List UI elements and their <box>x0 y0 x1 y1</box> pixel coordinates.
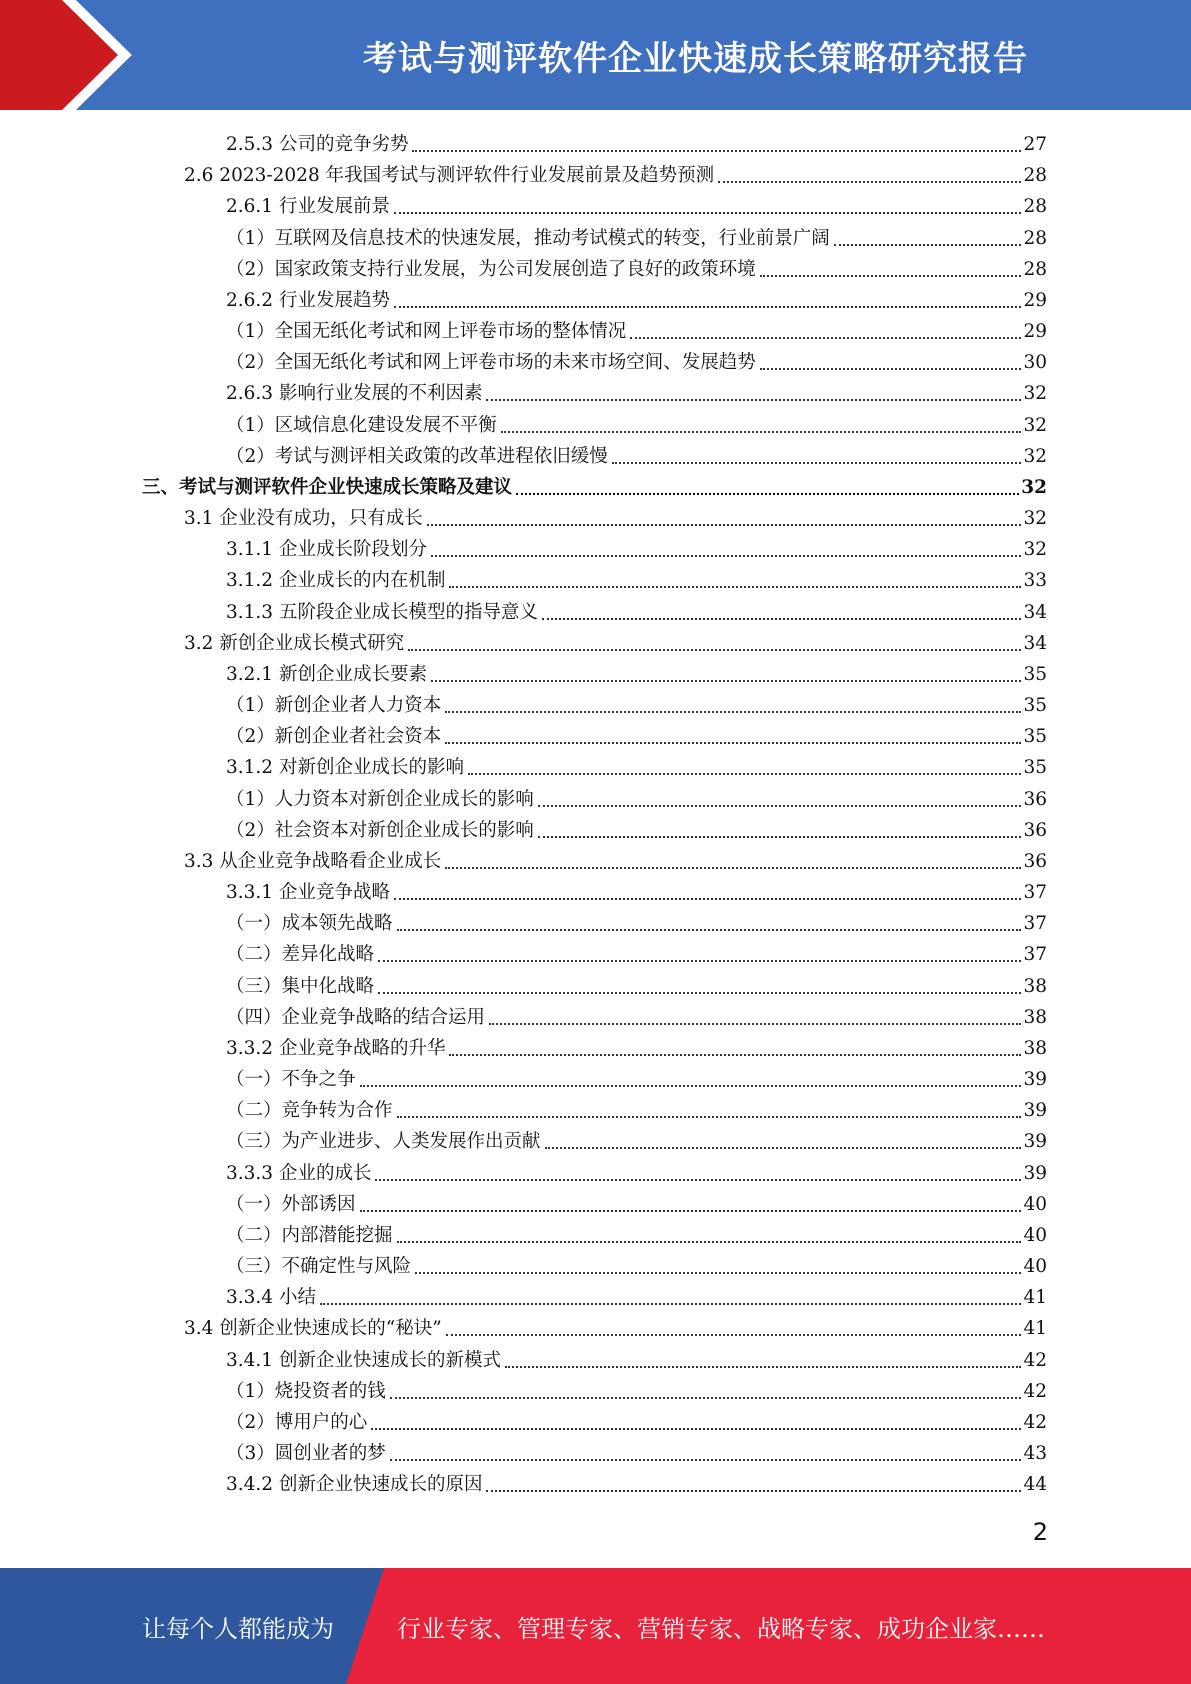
toc-entry-label: （二）内部潜能挖掘 <box>226 1224 393 1246</box>
toc-entry-label: （1）人力资本对新创企业成长的影响 <box>226 788 534 810</box>
toc-entry-label: （三）不确定性与风险 <box>226 1256 412 1278</box>
toc-entry-page: 30 <box>1023 352 1047 374</box>
toc-dot-leader <box>516 477 1019 495</box>
toc-entry[interactable] <box>226 937 1047 967</box>
toc-entry-page: 37 <box>1023 913 1047 935</box>
toc-entry-page: 27 <box>1023 134 1047 155</box>
toc-entry-page: 35 <box>1023 726 1047 748</box>
toc-dot-leader <box>542 602 1021 620</box>
toc-dot-leader <box>446 1318 1022 1336</box>
toc-entry[interactable] <box>226 719 1047 749</box>
toc-entry-page: 32 <box>1023 508 1047 530</box>
toc-dot-leader <box>412 134 1021 152</box>
toc-entry[interactable] <box>226 345 1047 375</box>
toc-entry[interactable] <box>226 408 1047 438</box>
toc-entry-page: 32 <box>1023 383 1047 405</box>
toc-dot-leader <box>489 1007 1021 1025</box>
toc-entry[interactable] <box>184 501 1047 531</box>
toc-dot-leader <box>538 820 1022 838</box>
toc-entry-label: 3.3.4 小结 <box>226 1287 316 1309</box>
toc-dot-leader <box>486 383 1021 401</box>
toc-entry-page: 37 <box>1023 944 1047 966</box>
toc-entry-label: 2.6 2023-2028 年我国考试与测评软件行业发展前景及趋势预测 <box>184 165 715 187</box>
toc-entry[interactable] <box>226 906 1047 936</box>
toc-dot-leader <box>397 1100 1022 1118</box>
toc-entry-label: （2）考试与测评相关政策的改革进程依旧缓慢 <box>226 445 608 467</box>
toc-entry[interactable] <box>226 1374 1047 1404</box>
toc-entry-page: 38 <box>1023 975 1047 997</box>
toc-entry[interactable] <box>226 1280 1047 1310</box>
toc-entry-label: 3.3.1 企业竞争战略 <box>226 882 390 904</box>
toc-entry-page: 33 <box>1023 570 1047 592</box>
toc-entry-label: （三）为产业进步、人类发展作出贡献 <box>226 1131 541 1153</box>
toc-entry[interactable] <box>226 127 1047 157</box>
toc-entry[interactable] <box>226 813 1047 843</box>
toc-dot-leader <box>538 789 1022 807</box>
toc-entry-label: 3.3.3 企业的成长 <box>226 1162 372 1184</box>
toc-entry[interactable] <box>226 314 1047 344</box>
toc-dot-leader <box>378 944 1021 962</box>
page-footer <box>0 1568 1191 1684</box>
toc-entry-page: 40 <box>1023 1256 1047 1278</box>
toc-dot-leader <box>427 508 1022 526</box>
toc-entry-page: 32 <box>1021 476 1047 498</box>
toc-entry[interactable] <box>226 221 1047 251</box>
footer-slogan-left: 让每个人都能成为 <box>142 1614 334 1643</box>
toc-entry-label: （2）社会资本对新创企业成长的影响 <box>226 819 534 841</box>
toc-entry-label: （一）不争之争 <box>226 1069 356 1091</box>
toc-entry-label: 3.2.1 新创企业成长要素 <box>226 663 427 685</box>
toc-entry-page: 34 <box>1023 632 1047 654</box>
toc-entry-page: 39 <box>1023 1162 1047 1184</box>
toc-dot-leader <box>445 851 1021 869</box>
toc-entry-label: （二）竞争转为合作 <box>226 1100 393 1122</box>
toc-entry-label: （3）圆创业者的梦 <box>226 1443 386 1465</box>
toc-entry-label: 2.5.3 公司的竞争劣势 <box>226 134 409 155</box>
toc-dot-leader <box>390 1381 1022 1399</box>
toc-entry[interactable] <box>226 782 1047 812</box>
toc-entry-label: 3.1.2 企业成长的内在机制 <box>226 570 446 592</box>
toc-entry[interactable] <box>226 1031 1047 1061</box>
toc-entry[interactable] <box>226 1093 1047 1123</box>
toc-entry[interactable] <box>226 1187 1047 1217</box>
toc-entry-label: 3.3 从企业竞争战略看企业成长 <box>184 850 442 872</box>
toc-entry-page: 28 <box>1023 165 1047 187</box>
toc-entry-label: （1）全国无纸化考试和网上评卷市场的整体情况 <box>226 321 627 343</box>
toc-entry[interactable] <box>226 1156 1047 1186</box>
toc-entry-label: 2.6.3 影响行业发展的不利因素 <box>226 383 483 405</box>
toc-entry[interactable] <box>142 470 1047 500</box>
toc-entry-label: 3.1.1 企业成长阶段划分 <box>226 539 427 561</box>
toc-dot-leader <box>505 1350 1021 1368</box>
toc-entry[interactable] <box>226 595 1047 625</box>
toc-entry-label: 3.4.2 创新企业快速成长的原因 <box>226 1474 483 1496</box>
toc-entry-label: （一）成本领先战略 <box>226 913 393 935</box>
toc-dot-leader <box>394 196 1021 214</box>
toc-entry-page: 28 <box>1023 227 1047 249</box>
page-number: 2 <box>1032 1518 1048 1546</box>
toc-entry-page: 29 <box>1023 289 1047 311</box>
toc-entry-page: 28 <box>1023 258 1047 280</box>
toc-dot-leader <box>390 1443 1022 1461</box>
toc-entry-label: （1）互联网及信息技术的快速发展，推动考试模式的转变，行业前景广阔 <box>226 227 830 249</box>
toc-dot-leader <box>394 882 1021 900</box>
toc-entry-label: （2）国家政策支持行业发展，为公司发展创造了良好的政策环境 <box>226 258 756 280</box>
toc-dot-leader <box>360 1069 1022 1087</box>
toc-entry[interactable] <box>226 688 1047 718</box>
toc-entry-page: 28 <box>1023 196 1047 218</box>
toc-entry-label: 3.2 新创企业成长模式研究 <box>184 632 405 654</box>
toc-entry-label: （一）外部诱因 <box>226 1193 356 1215</box>
toc-dot-leader <box>415 1256 1021 1274</box>
toc-entry-page: 32 <box>1023 539 1047 561</box>
toc-entry[interactable] <box>226 252 1047 282</box>
toc-dot-leader <box>486 1474 1021 1492</box>
toc-dot-leader <box>394 290 1021 308</box>
toc-entry-label: （2）博用户的心 <box>226 1411 368 1433</box>
toc-entry[interactable] <box>226 875 1047 905</box>
toc-entry-page: 37 <box>1023 882 1047 904</box>
toc-entry-page: 41 <box>1023 1318 1047 1340</box>
page-header <box>0 0 1191 110</box>
toc-entry[interactable] <box>184 158 1047 188</box>
toc-entry[interactable] <box>226 1467 1047 1497</box>
toc-entry[interactable] <box>184 626 1047 656</box>
toc-entry[interactable] <box>226 283 1047 313</box>
toc-entry[interactable] <box>226 969 1047 999</box>
toc-entry-label: （四）企业竞争战略的结合运用 <box>226 1006 486 1028</box>
toc-entry[interactable] <box>226 376 1047 406</box>
toc-entry-page: 39 <box>1023 1131 1047 1153</box>
toc-dot-leader <box>375 1163 1021 1181</box>
toc-entry-page: 39 <box>1023 1100 1047 1122</box>
toc-entry[interactable] <box>226 1218 1047 1248</box>
toc-entry-page: 44 <box>1023 1474 1047 1496</box>
toc-entry[interactable] <box>226 1249 1047 1279</box>
toc-entry-page: 32 <box>1023 414 1047 436</box>
toc-entry-page: 40 <box>1023 1193 1047 1215</box>
toc-entry-label: 3.3.2 企业竞争战略的升华 <box>226 1037 446 1059</box>
toc-entry-label: （1）区域信息化建设发展不平衡 <box>226 414 497 436</box>
toc-dot-leader <box>431 539 1021 557</box>
toc-entry[interactable] <box>226 439 1047 469</box>
toc-dot-leader <box>501 415 1022 433</box>
toc-dot-leader <box>545 1131 1022 1149</box>
report-title: 考试与测评软件企业快速成长策略研究报告 <box>363 38 1028 79</box>
toc-entry[interactable] <box>226 657 1047 687</box>
toc-entry[interactable] <box>226 1436 1047 1466</box>
toc-dot-leader <box>431 664 1021 682</box>
toc-dot-leader <box>468 757 1021 775</box>
toc-entry-label: 3.1 企业没有成功，只有成长 <box>184 508 423 530</box>
toc-entry-page: 36 <box>1023 850 1047 872</box>
toc-entry-page: 42 <box>1023 1349 1047 1371</box>
toc-dot-leader <box>445 726 1021 744</box>
toc-dot-leader <box>612 446 1022 464</box>
toc-dot-leader <box>449 570 1021 588</box>
toc-entry[interactable] <box>226 1405 1047 1435</box>
toc-dot-leader <box>718 165 1021 183</box>
toc-dot-leader <box>445 695 1021 713</box>
toc-dot-leader <box>371 1412 1021 1430</box>
red-chevron-logo <box>0 0 150 110</box>
toc-dot-leader <box>760 259 1022 277</box>
toc-entry[interactable] <box>226 1124 1047 1154</box>
toc-entry-page: 38 <box>1023 1037 1047 1059</box>
toc-entry-page: 43 <box>1023 1443 1047 1465</box>
toc-entry-page: 36 <box>1023 788 1047 810</box>
toc-entry[interactable] <box>226 750 1047 780</box>
toc-dot-leader <box>320 1287 1022 1305</box>
toc-dot-leader <box>408 633 1021 651</box>
toc-entry-label: （二）差异化战略 <box>226 944 375 966</box>
toc-entry-page: 42 <box>1023 1380 1047 1402</box>
toc-entry[interactable] <box>226 1343 1047 1373</box>
toc-dot-leader <box>360 1194 1022 1212</box>
toc-dot-leader <box>397 913 1022 931</box>
toc-entry[interactable] <box>226 189 1047 219</box>
toc-entry-label: 3.1.3 五阶段企业成长模型的指导意义 <box>226 601 538 623</box>
toc-entry-page: 35 <box>1023 663 1047 685</box>
toc-entry-page: 36 <box>1023 819 1047 841</box>
toc-entry-page: 40 <box>1023 1224 1047 1246</box>
toc-entry-label: 三、考试与测评软件企业快速成长策略及建议 <box>142 476 513 498</box>
toc-dot-leader <box>449 1038 1021 1056</box>
toc-entry-page: 29 <box>1023 321 1047 343</box>
toc-dot-leader <box>397 1225 1022 1243</box>
toc-entry[interactable] <box>184 844 1047 874</box>
toc-entry-page: 38 <box>1023 1006 1047 1028</box>
toc-entry-page: 42 <box>1023 1411 1047 1433</box>
toc-entry-page: 35 <box>1023 695 1047 717</box>
toc-entry-label: （三）集中化战略 <box>226 975 375 997</box>
toc-entry-label: 3.1.2 对新创企业成长的影响 <box>226 757 464 779</box>
toc-entry-label: （2）新创企业者社会资本 <box>226 726 442 748</box>
toc-entry-label: （1）烧投资者的钱 <box>226 1380 386 1402</box>
toc-entry-page: 39 <box>1023 1069 1047 1091</box>
toc-entry[interactable] <box>226 532 1047 562</box>
toc-entry-page: 32 <box>1023 445 1047 467</box>
toc-entry-page: 35 <box>1023 757 1047 779</box>
toc-entry[interactable] <box>226 1000 1047 1030</box>
toc-dot-leader <box>378 976 1021 994</box>
toc-entry[interactable] <box>226 563 1047 593</box>
toc-dot-leader <box>630 321 1021 339</box>
toc-entry[interactable] <box>184 1311 1047 1341</box>
toc-dot-leader <box>834 228 1022 246</box>
toc-entry-label: 2.6.1 行业发展前景 <box>226 196 390 218</box>
toc-entry-page: 41 <box>1023 1287 1047 1309</box>
toc-dot-leader <box>760 352 1022 370</box>
toc-entry-label: 2.6.2 行业发展趋势 <box>226 289 390 311</box>
toc-entry-label: 3.4 创新企业快速成长的“秘诀” <box>184 1318 442 1340</box>
toc-entry-label: （1）新创企业者人力资本 <box>226 695 442 717</box>
toc-entry-label: （2）全国无纸化考试和网上评卷市场的未来市场空间、发展趋势 <box>226 352 756 374</box>
toc-entry-label: 3.4.1 创新企业快速成长的新模式 <box>226 1349 501 1371</box>
footer-slogan-right: 行业专家、管理专家、营销专家、战略专家、成功企业家…… <box>397 1614 1045 1643</box>
toc-entry-page: 34 <box>1023 601 1047 623</box>
toc-entry[interactable] <box>226 1062 1047 1092</box>
